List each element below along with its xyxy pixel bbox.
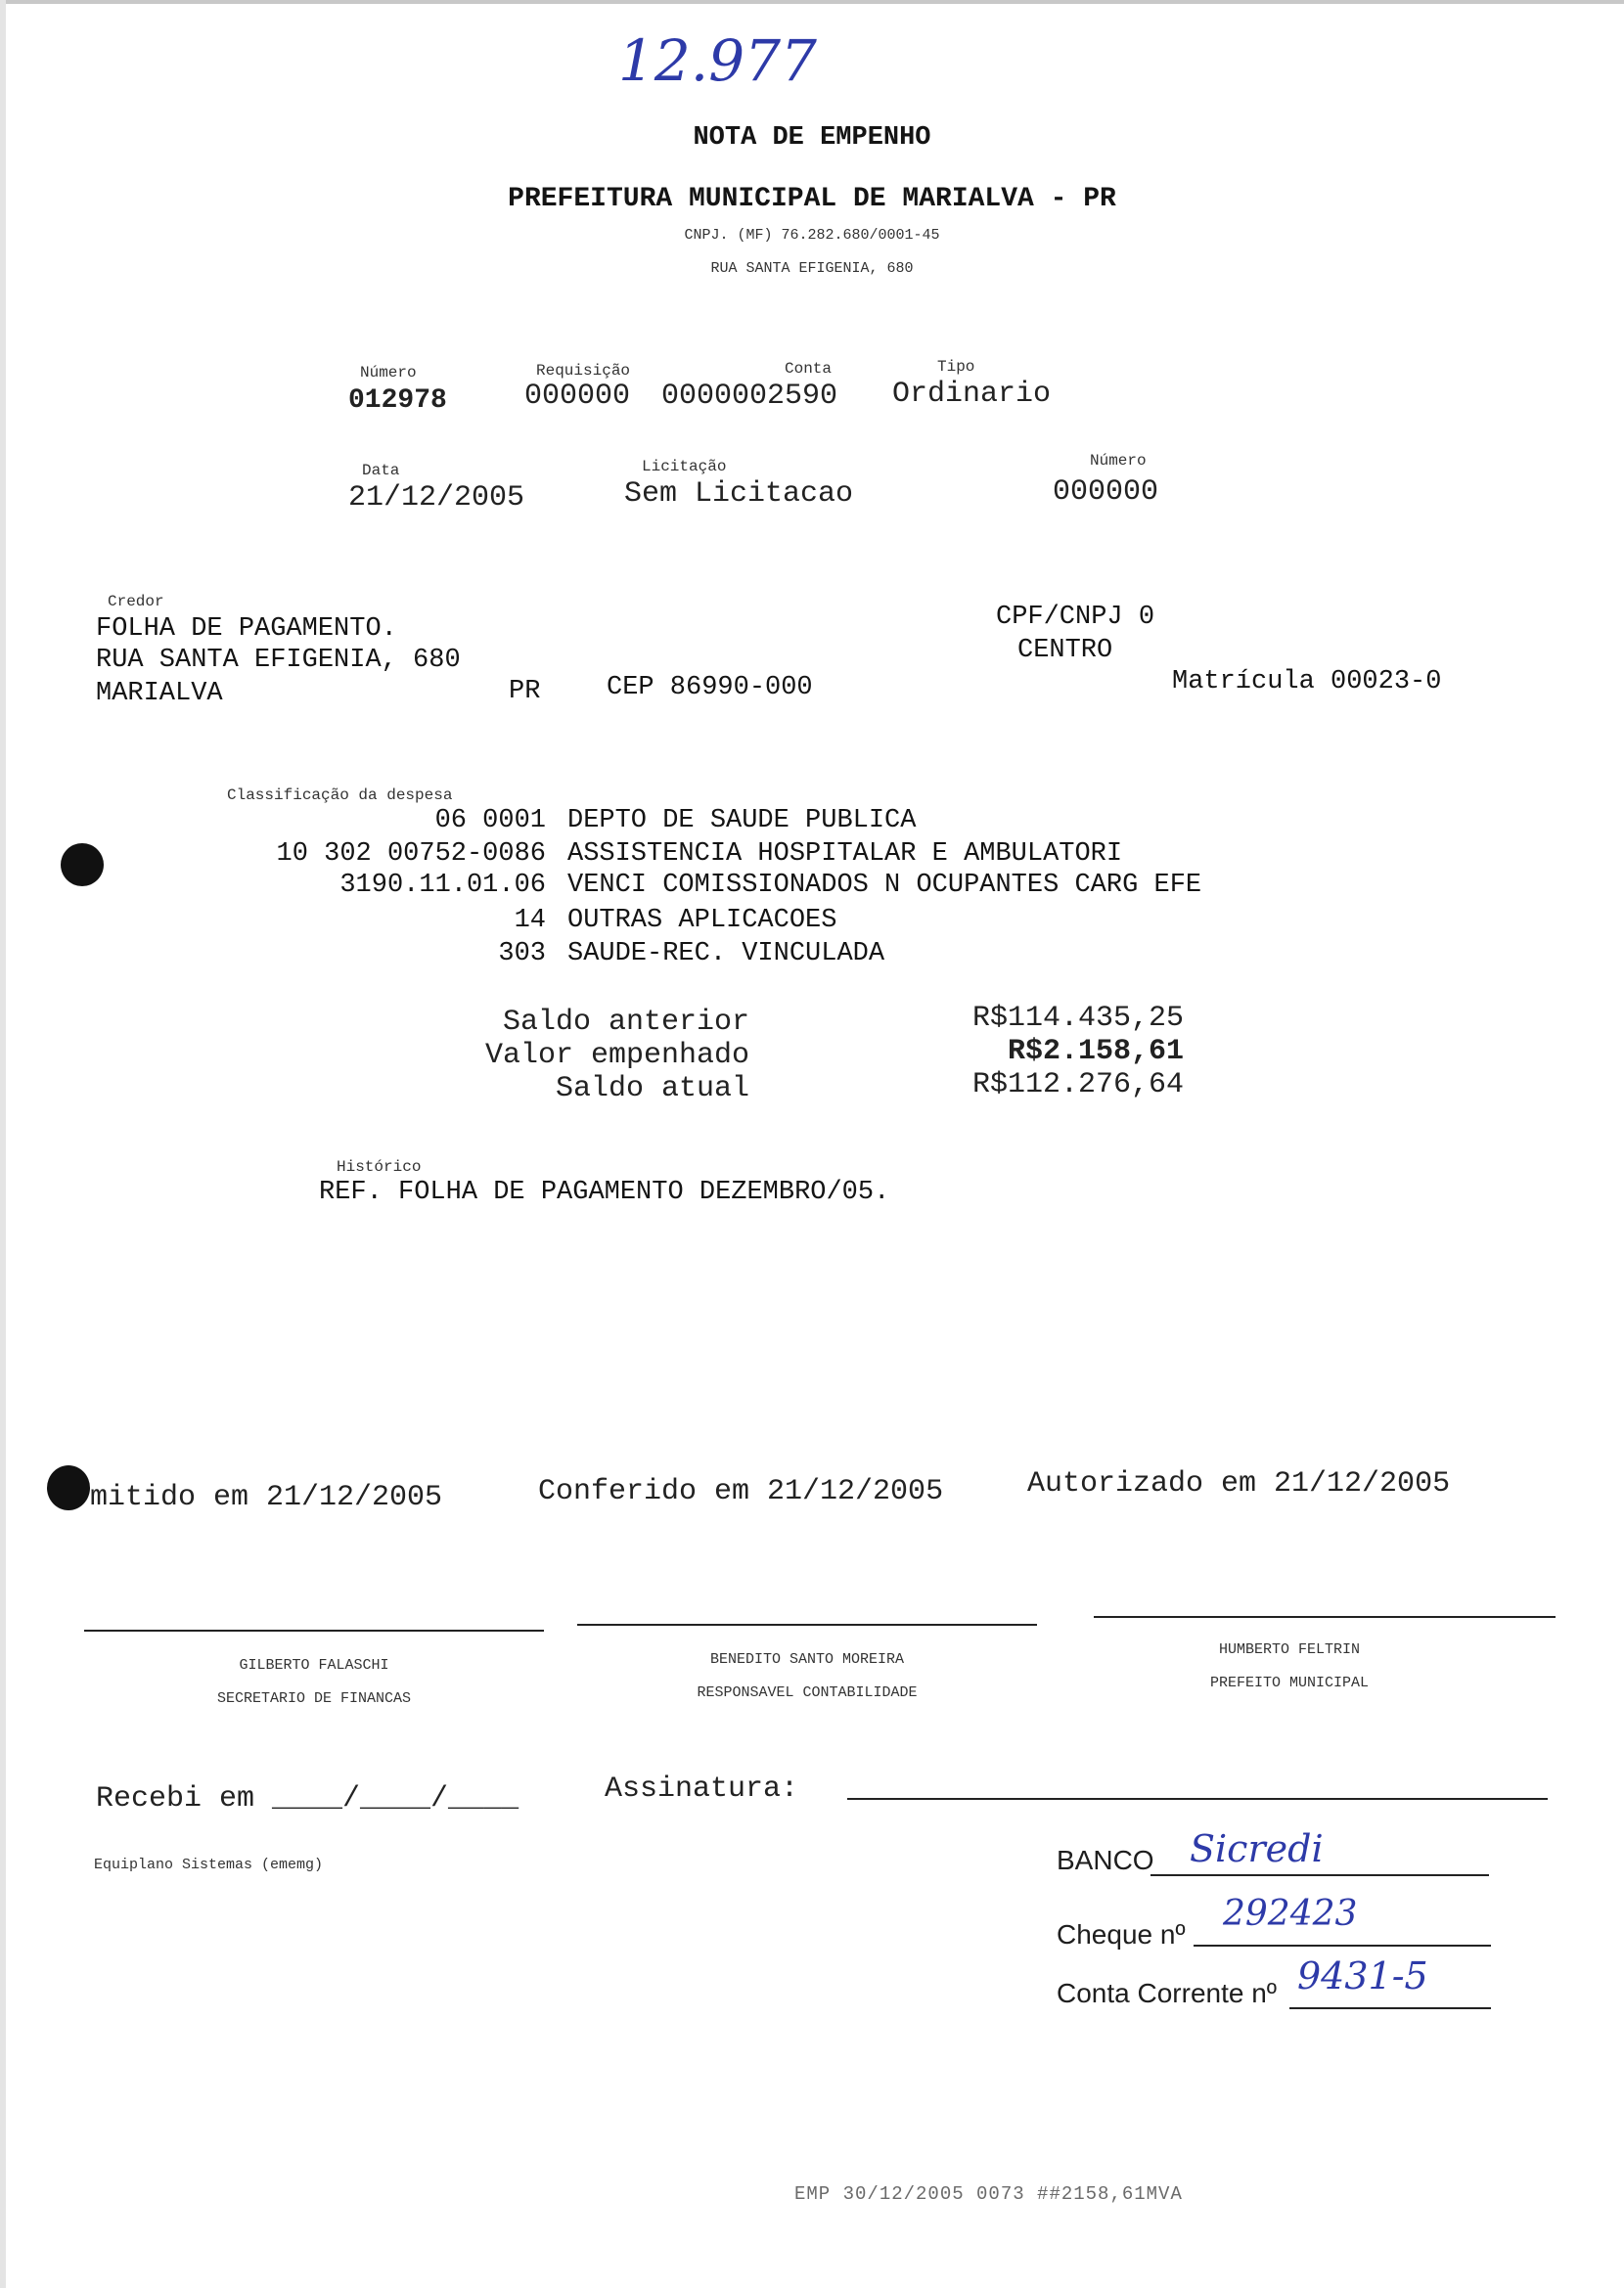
payment-stamp: EMP 30/12/2005 0073 ##2158,61MVA [794,2183,1183,2205]
signatory-name: GILBERTO FALASCHI [239,1657,389,1674]
historico-label: Histórico [337,1158,422,1176]
valor-empenhado-value: R$2.158,61 [1007,1035,1184,1068]
credor-bairro: CENTRO [1017,636,1113,665]
classificacao-desc: SAUDE-REC. VINCULADA [567,939,885,968]
conferido-date: Conferido em 21/12/2005 [538,1475,944,1508]
software-footer: Equiplano Sistemas (ememg) [94,1857,324,1873]
scan-hole-mark [47,1465,90,1510]
signatory-name: BENEDITO SANTO MOREIRA [709,1651,905,1668]
credor-matricula: Matrícula 00023-0 [1172,667,1442,696]
autorizado-date: Autorizado em 21/12/2005 [1027,1467,1451,1501]
classificacao-desc: OUTRAS APLICACOES [567,906,837,935]
credor-label: Credor [108,593,164,610]
scan-top-edge [0,0,1624,4]
requisicao-value: 000000 [524,380,631,413]
signatory-role: SECRETARIO DE FINANCAS [216,1690,412,1707]
assinatura-label: Assinatura: [605,1772,799,1806]
classificacao-desc: DEPTO DE SAUDE PUBLICA [567,806,917,835]
banco-handwritten: Sicredi [1190,1827,1324,1870]
conta-corrente-label: Conta Corrente nº [1057,1978,1278,2008]
classificacao-desc: ASSISTENCIA HOSPITALAR E AMBULATORI [567,839,1123,869]
classificacao-code: 06 0001 [434,806,546,835]
cnpj-line: CNPJ. (MF) 76.282.680/0001-45 [684,227,940,244]
cheque-line [1194,1945,1491,1947]
signatory-name: HUMBERTO FELTRIN [1218,1641,1361,1658]
assinatura-line [847,1798,1548,1800]
entity-name: PREFEITURA MUNICIPAL DE MARIALVA - PR [508,184,1116,214]
classificacao-desc: VENCI COMISSIONADOS N OCUPANTES CARG EFE [567,871,1202,900]
signatory-role: PREFEITO MUNICIPAL [1209,1675,1370,1691]
numero2-label: Número [1090,452,1147,470]
cheque-handwritten: 292423 [1223,1894,1358,1934]
classificacao-code: 10 302 00752-0086 [276,839,546,869]
numero-value: 012978 [348,385,447,416]
classificacao-code: 3190.11.01.06 [339,871,546,900]
signature-line [577,1624,1037,1626]
historico-text: REF. FOLHA DE PAGAMENTO DEZEMBRO/05. [319,1178,890,1207]
tipo-value: Ordinario [892,378,1052,411]
banco-line [1150,1874,1489,1876]
conta-value: 0000002590 [661,380,838,413]
credor-city: MARIALVA [96,679,223,708]
cheque-label: Cheque nº [1057,1919,1186,1950]
conta-corrente-handwritten: 9431-5 [1297,1954,1428,1997]
classificacao-code: 303 [498,939,546,968]
licitacao-label: Licitação [642,458,727,475]
credor-state: PR [509,677,541,706]
scan-left-edge [0,0,6,2288]
conta-label: Conta [785,360,833,378]
credor-name: FOLHA DE PAGAMENTO. [96,614,397,644]
scan-hole-mark [61,843,104,886]
emitido-date: mitido em 21/12/2005 [90,1481,443,1514]
data-value: 21/12/2005 [348,481,525,515]
conta-corrente-line [1289,2007,1491,2009]
handwritten-doc-number: 12.977 [618,27,817,94]
recebi-em: Recebi em ____/____/____ [96,1782,519,1816]
credor-cep: CEP 86990-000 [607,673,813,702]
data-label: Data [362,462,400,479]
numero2-value: 000000 [1053,475,1159,509]
document-title: NOTA DE EMPENHO [693,123,931,153]
signature-line [84,1630,544,1632]
saldo-atual-value: R$112.276,64 [971,1068,1184,1101]
licitacao-value: Sem Licitacao [624,477,854,511]
credor-cpf-cnpj: CPF/CNPJ 0 [996,603,1155,632]
tipo-label: Tipo [937,358,975,376]
saldo-anterior-value: R$114.435,25 [971,1002,1184,1035]
classificacao-code: 14 [514,906,546,935]
valor-empenhado-label: Valor empenhado [484,1039,749,1072]
banco-label: BANCO [1057,1845,1154,1875]
saldo-anterior-label: Saldo anterior [502,1006,749,1039]
signature-line [1094,1616,1556,1618]
classificacao-label: Classificação da despesa [227,786,453,804]
signatory-role: RESPONSAVEL CONTABILIDADE [697,1684,918,1701]
saldo-atual-label: Saldo atual [555,1072,749,1105]
numero-label: Número [360,364,417,381]
requisicao-label: Requisição [536,362,631,380]
credor-address: RUA SANTA EFIGENIA, 680 [96,646,461,675]
address-line: RUA SANTA EFIGENIA, 680 [710,260,914,277]
